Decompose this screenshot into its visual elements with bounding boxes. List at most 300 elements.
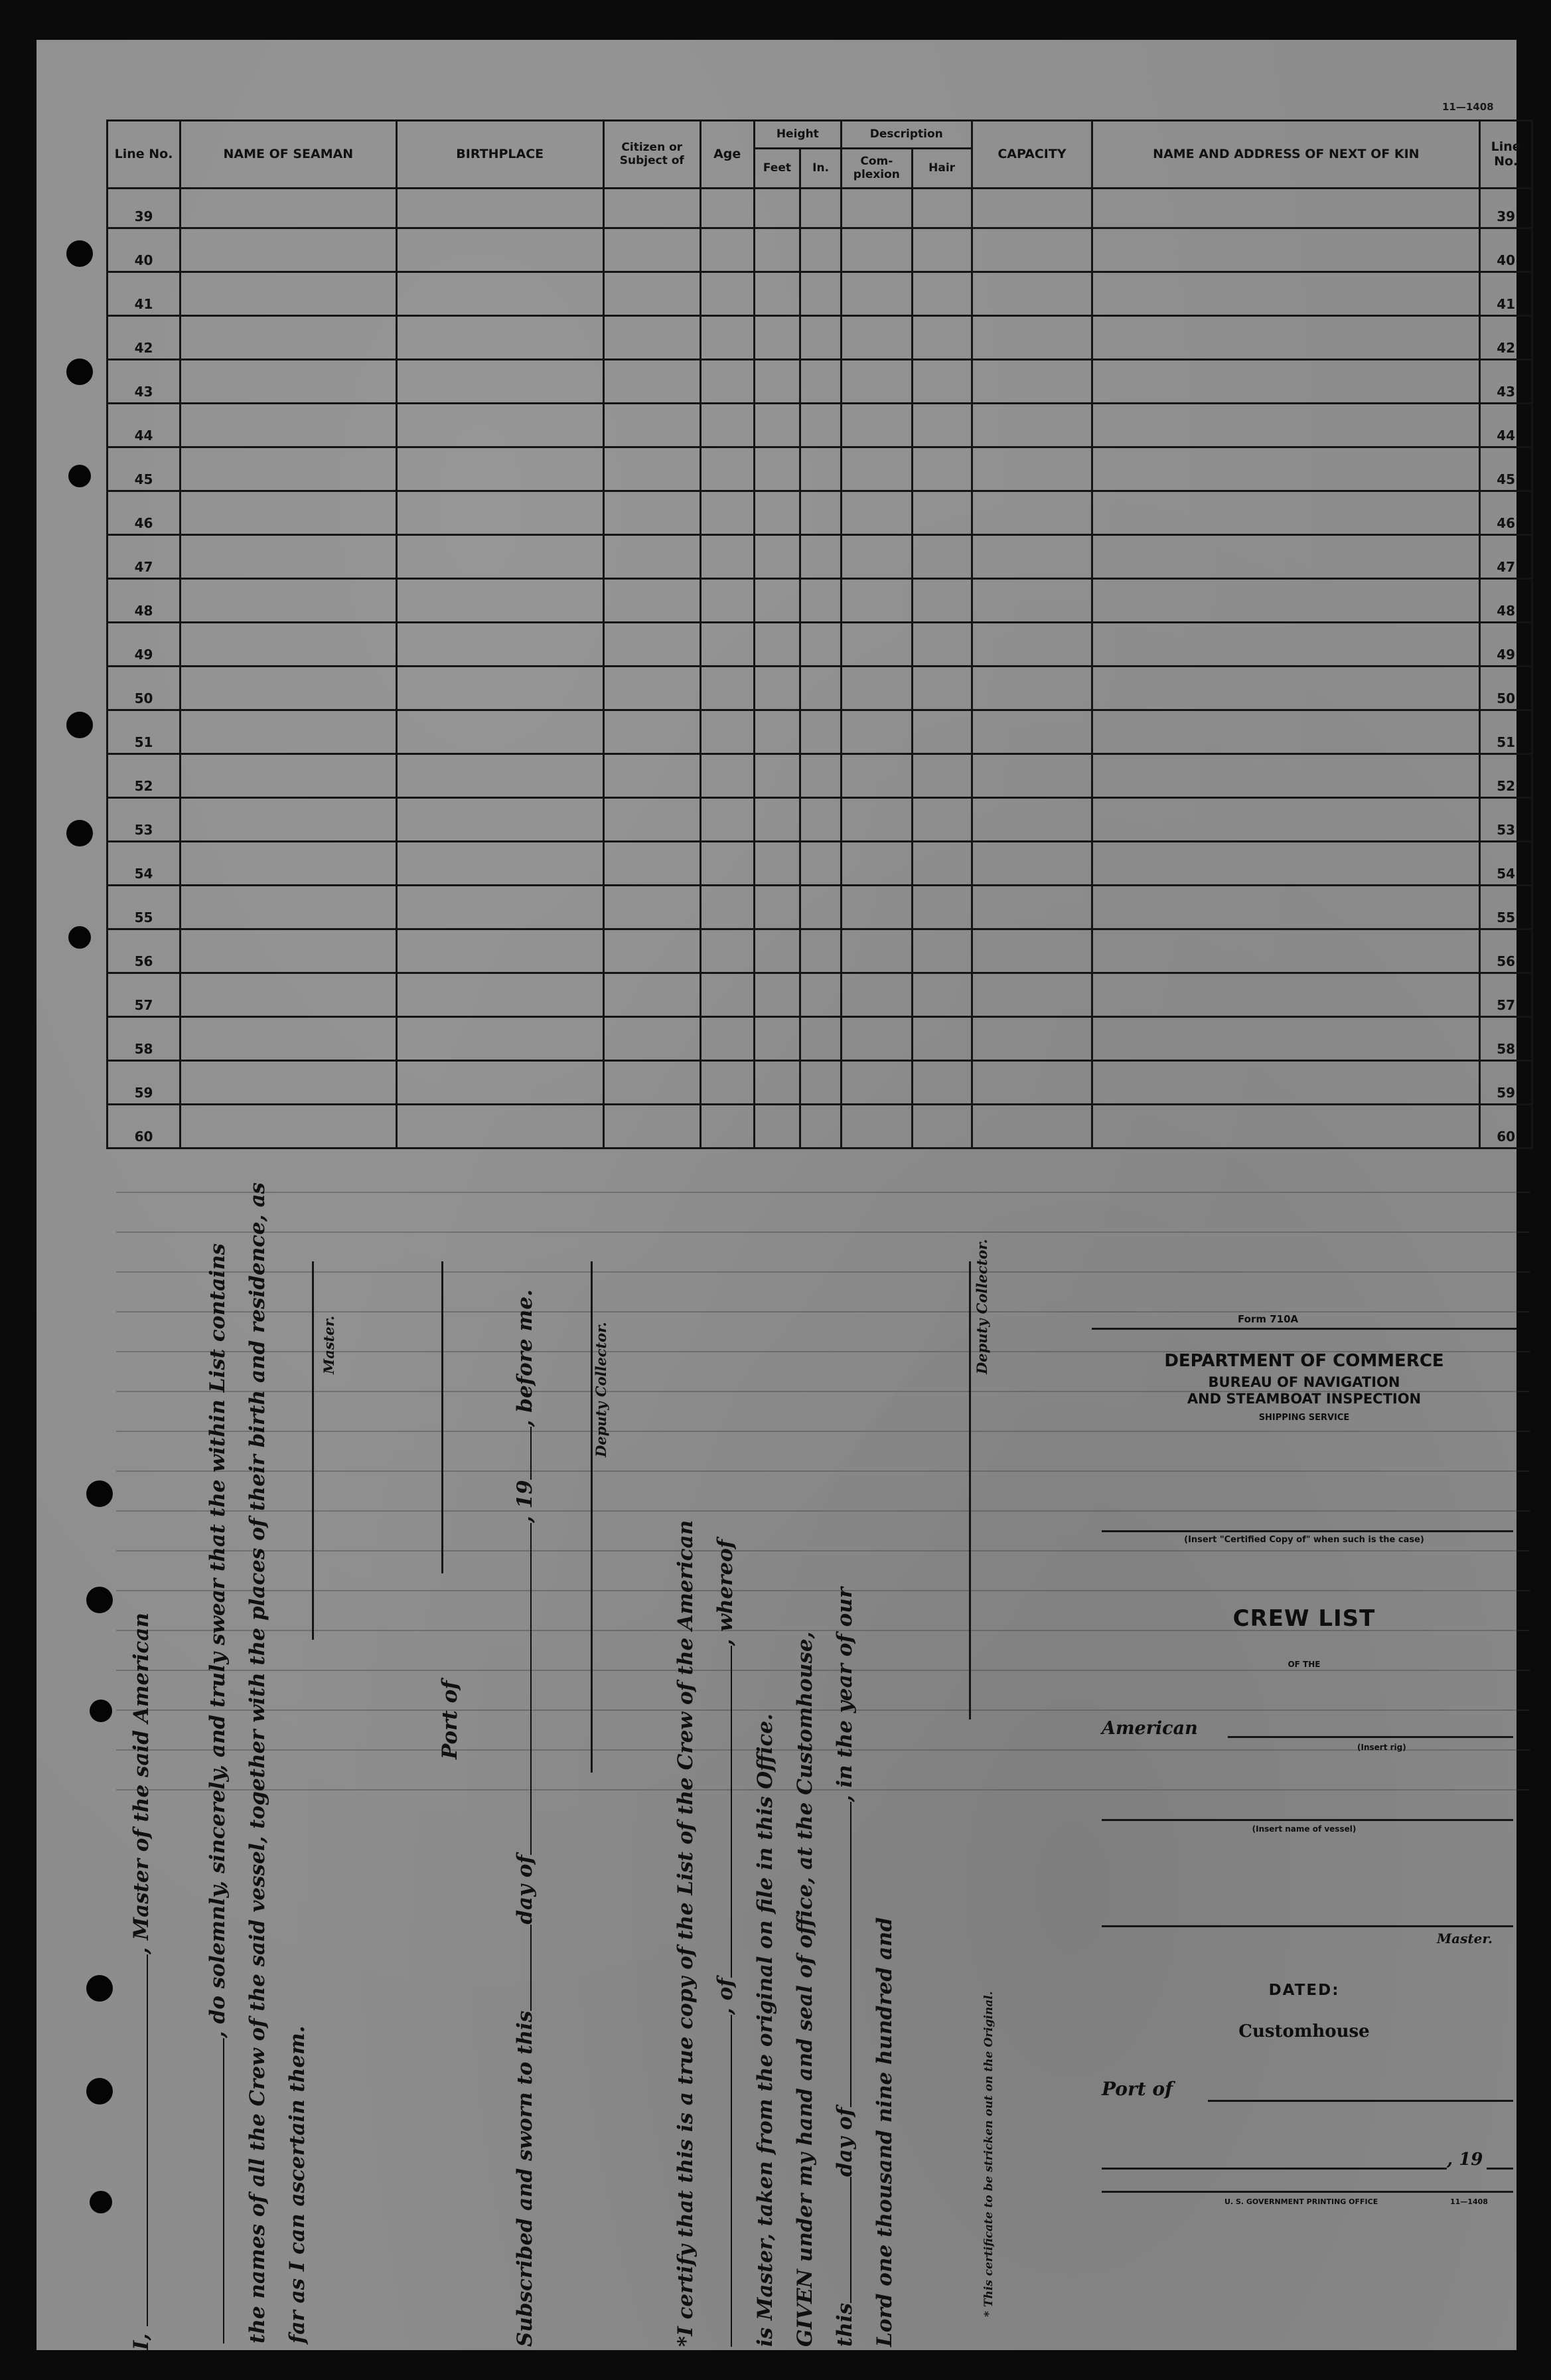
citizen-cell xyxy=(603,491,700,535)
complexion-cell xyxy=(842,973,913,1017)
feet-cell xyxy=(754,1105,800,1149)
line-number: 58 xyxy=(108,1017,181,1061)
hair-cell xyxy=(912,710,972,754)
punch-hole xyxy=(66,712,93,738)
complexion-cell xyxy=(842,842,913,886)
next-of-kin-cell xyxy=(1092,316,1480,360)
cover-master-label: Master. xyxy=(1437,1931,1493,1946)
seaman-name-cell xyxy=(181,491,397,535)
capacity-cell xyxy=(972,447,1092,491)
next-of-kin-cell xyxy=(1092,842,1480,886)
birthplace-cell xyxy=(396,189,603,228)
crew-row xyxy=(108,623,1532,667)
complexion-cell xyxy=(842,360,913,404)
capacity-cell xyxy=(972,228,1092,272)
certificate-line-2: is Master, taken from the original on file in this Office. xyxy=(753,1713,777,2347)
cover-year-line xyxy=(1487,2168,1513,2170)
next-of-kin-cell xyxy=(1092,667,1480,710)
hair-cell xyxy=(912,316,972,360)
age-cell xyxy=(700,886,754,929)
feet-cell xyxy=(754,1017,800,1061)
seaman-name-cell xyxy=(181,710,397,754)
age-cell xyxy=(700,272,754,316)
crew-row xyxy=(108,667,1532,710)
next-of-kin-cell xyxy=(1092,491,1480,535)
hair-cell xyxy=(912,754,972,798)
affidavit-line-3: the names of all the Crew of the said vessel, together with the places of their birth and residence, as xyxy=(246,1182,269,2343)
complexion-cell xyxy=(842,1061,913,1105)
line-number-right: 54 xyxy=(1480,842,1532,886)
header-citizen-subject: Citizen or Subject of xyxy=(603,121,700,189)
line-number: 42 xyxy=(108,316,181,360)
header-line-no-right: Line No. xyxy=(1480,121,1532,189)
hair-cell xyxy=(912,404,972,447)
cover-insert-certified: (Insert "Certified Copy of" when such is the case) xyxy=(1184,1535,1424,1545)
age-cell xyxy=(700,929,754,973)
citizen-cell xyxy=(603,404,700,447)
citizen-cell xyxy=(603,623,700,667)
line-number-right: 44 xyxy=(1480,404,1532,447)
seaman-name-cell xyxy=(181,447,397,491)
cover-dated: DATED: xyxy=(1268,1982,1340,1999)
birthplace-cell xyxy=(396,929,603,973)
age-cell xyxy=(700,798,754,842)
cover-insert-vessel: (Insert name of vessel) xyxy=(1252,1824,1357,1834)
line-number: 55 xyxy=(108,886,181,929)
certificate-lord-line: Lord one thousand nine hundred and xyxy=(873,1917,897,2347)
line-number: 41 xyxy=(108,272,181,316)
port-of-blank-line xyxy=(441,1261,443,1573)
complexion-cell xyxy=(842,710,913,754)
next-of-kin-cell xyxy=(1092,798,1480,842)
age-cell xyxy=(700,667,754,710)
hair-cell xyxy=(912,667,972,710)
next-of-kin-cell xyxy=(1092,623,1480,667)
birthplace-cell xyxy=(396,886,603,929)
punch-hole xyxy=(86,1587,113,1613)
crew-row xyxy=(108,1017,1532,1061)
feet-cell xyxy=(754,667,800,710)
complexion-cell xyxy=(842,404,913,447)
birthplace-cell xyxy=(396,1061,603,1105)
crew-row xyxy=(108,798,1532,842)
feet-cell xyxy=(754,623,800,667)
complexion-cell xyxy=(842,667,913,710)
age-cell xyxy=(700,623,754,667)
hair-cell xyxy=(912,842,972,886)
feet-cell xyxy=(754,228,800,272)
age-cell xyxy=(700,1017,754,1061)
cover-insert-rig: (Insert rig) xyxy=(1357,1743,1406,1752)
capacity-cell xyxy=(972,929,1092,973)
line-number-right: 46 xyxy=(1480,491,1532,535)
capacity-cell xyxy=(972,1105,1092,1149)
feet-cell xyxy=(754,535,800,579)
complexion-cell xyxy=(842,1017,913,1061)
next-of-kin-cell xyxy=(1092,360,1480,404)
complexion-cell xyxy=(842,754,913,798)
seaman-name-cell xyxy=(181,623,397,667)
hair-cell xyxy=(912,1017,972,1061)
next-of-kin-cell xyxy=(1092,189,1480,228)
next-of-kin-cell xyxy=(1092,973,1480,1017)
feet-cell xyxy=(754,360,800,404)
line-number-right: 45 xyxy=(1480,447,1532,491)
affidavit-line-4: far as I can ascertain them. xyxy=(285,2025,309,2343)
cover-bureau-line-2: AND STEAMBOAT INSPECTION xyxy=(1187,1391,1422,1407)
inches-cell xyxy=(800,842,842,886)
age-cell xyxy=(700,1105,754,1149)
citizen-cell xyxy=(603,842,700,886)
hair-cell xyxy=(912,886,972,929)
seaman-name-cell xyxy=(181,973,397,1017)
capacity-cell xyxy=(972,1061,1092,1105)
age-cell xyxy=(700,710,754,754)
hair-cell xyxy=(912,535,972,579)
hair-cell xyxy=(912,623,972,667)
line-number: 46 xyxy=(108,491,181,535)
citizen-cell xyxy=(603,579,700,623)
feet-cell xyxy=(754,189,800,228)
line-number-right: 56 xyxy=(1480,929,1532,973)
inches-cell xyxy=(800,886,842,929)
line-number-right: 39 xyxy=(1480,189,1532,228)
complexion-cell xyxy=(842,535,913,579)
crew-row xyxy=(108,447,1532,491)
feet-cell xyxy=(754,929,800,973)
certificate-deputy-collector-label: Deputy Collector. xyxy=(974,1239,990,1374)
line-number-right: 42 xyxy=(1480,316,1532,360)
next-of-kin-cell xyxy=(1092,272,1480,316)
line-number-right: 53 xyxy=(1480,798,1532,842)
cover-american: American xyxy=(1102,1718,1198,1739)
capacity-cell xyxy=(972,623,1092,667)
inches-cell xyxy=(800,228,842,272)
crew-row xyxy=(108,316,1532,360)
cover-vessel-line xyxy=(1102,1819,1513,1821)
affidavit-line-2: , do solemnly, sincerely, and truly swear that the within List contains xyxy=(206,1243,230,2343)
age-cell xyxy=(700,316,754,360)
line-number-right: 50 xyxy=(1480,667,1532,710)
birthplace-cell xyxy=(396,579,603,623)
birthplace-cell xyxy=(396,798,603,842)
feet-cell xyxy=(754,798,800,842)
capacity-cell xyxy=(972,1017,1092,1061)
next-of-kin-cell xyxy=(1092,579,1480,623)
crew-row xyxy=(108,360,1532,404)
feet-cell xyxy=(754,447,800,491)
citizen-cell xyxy=(603,754,700,798)
header-height: Height xyxy=(754,121,841,149)
cover-nineteen: , 19 xyxy=(1447,2150,1483,2170)
inches-cell xyxy=(800,491,842,535)
cover-date-line xyxy=(1102,2168,1447,2170)
line-number: 59 xyxy=(108,1061,181,1105)
citizen-cell xyxy=(603,798,700,842)
form-number-top: 11—1408 xyxy=(1442,101,1494,113)
line-number-right: 43 xyxy=(1480,360,1532,404)
feet-cell xyxy=(754,579,800,623)
header-description: Description xyxy=(842,121,972,149)
seaman-name-cell xyxy=(181,535,397,579)
line-number: 57 xyxy=(108,973,181,1017)
age-cell xyxy=(700,1061,754,1105)
cover-bureau-line-1: BUREAU OF NAVIGATION xyxy=(1208,1374,1400,1390)
header-name-of-seaman: NAME OF SEAMAN xyxy=(181,121,397,189)
inches-cell xyxy=(800,798,842,842)
next-of-kin-cell xyxy=(1092,535,1480,579)
crew-row xyxy=(108,1105,1532,1149)
punch-hole xyxy=(90,1700,112,1722)
inches-cell xyxy=(800,579,842,623)
age-cell xyxy=(700,535,754,579)
citizen-cell xyxy=(603,228,700,272)
birthplace-cell xyxy=(396,404,603,447)
certificate-deputy-signature-line xyxy=(969,1261,971,1719)
citizen-cell xyxy=(603,447,700,491)
seaman-name-cell xyxy=(181,1017,397,1061)
citizen-cell xyxy=(603,929,700,973)
birthplace-cell xyxy=(396,1105,603,1149)
next-of-kin-cell xyxy=(1092,1061,1480,1105)
punch-hole xyxy=(66,358,93,385)
feet-cell xyxy=(754,1061,800,1105)
header-feet: Feet xyxy=(754,149,800,189)
header-next-of-kin: NAME AND ADDRESS OF NEXT OF KIN xyxy=(1092,121,1480,189)
crew-row xyxy=(108,272,1532,316)
hair-cell xyxy=(912,1061,972,1105)
citizen-cell xyxy=(603,1105,700,1149)
inches-cell xyxy=(800,1017,842,1061)
punch-hole xyxy=(68,465,91,487)
age-cell xyxy=(700,579,754,623)
inches-cell xyxy=(800,535,842,579)
header-hair: Hair xyxy=(912,149,972,189)
capacity-cell xyxy=(972,710,1092,754)
document-sheet xyxy=(37,40,1521,2350)
crew-row xyxy=(108,189,1532,228)
inches-cell xyxy=(800,447,842,491)
header-complexion: Com-plexion xyxy=(842,149,913,189)
age-cell xyxy=(700,228,754,272)
line-number-right: 41 xyxy=(1480,272,1532,316)
seaman-name-cell xyxy=(181,842,397,886)
citizen-cell xyxy=(603,1061,700,1105)
citizen-cell xyxy=(603,973,700,1017)
crew-row xyxy=(108,710,1532,754)
affidavit-port-of: Port of xyxy=(438,1680,462,1759)
affidavit-line-1: I, , Master of the said American xyxy=(129,1613,153,2350)
seaman-name-cell xyxy=(181,228,397,272)
crew-row xyxy=(108,228,1532,272)
affidavit-deputy-collector-label: Deputy Collector. xyxy=(593,1322,609,1457)
line-number-right: 58 xyxy=(1480,1017,1532,1061)
cover-rig-line xyxy=(1228,1736,1513,1738)
line-number: 60 xyxy=(108,1105,181,1149)
birthplace-cell xyxy=(396,973,603,1017)
capacity-cell xyxy=(972,272,1092,316)
line-number: 53 xyxy=(108,798,181,842)
line-number-right: 60 xyxy=(1480,1105,1532,1149)
line-number-right: 51 xyxy=(1480,710,1532,754)
hair-cell xyxy=(912,447,972,491)
cover-port-line xyxy=(1208,2100,1513,2102)
feet-cell xyxy=(754,710,800,754)
birthplace-cell xyxy=(396,754,603,798)
feet-cell xyxy=(754,491,800,535)
crew-list-table xyxy=(106,119,1533,1149)
header-birthplace: BIRTHPLACE xyxy=(396,121,603,189)
next-of-kin-cell xyxy=(1092,710,1480,754)
punch-hole xyxy=(86,1480,113,1507)
cover-bottom-rule xyxy=(1102,2191,1513,2193)
age-cell xyxy=(700,842,754,886)
crew-row xyxy=(108,754,1532,798)
hair-cell xyxy=(912,491,972,535)
capacity-cell xyxy=(972,535,1092,579)
line-number: 47 xyxy=(108,535,181,579)
hair-cell xyxy=(912,1105,972,1149)
punch-hole xyxy=(66,820,93,846)
birthplace-cell xyxy=(396,360,603,404)
capacity-cell xyxy=(972,404,1092,447)
capacity-cell xyxy=(972,886,1092,929)
capacity-cell xyxy=(972,842,1092,886)
line-number-right: 55 xyxy=(1480,886,1532,929)
complexion-cell xyxy=(842,623,913,667)
capacity-cell xyxy=(972,360,1092,404)
seaman-name-cell xyxy=(181,1061,397,1105)
cover-crew-list-title: CREW LIST xyxy=(1232,1605,1376,1632)
inches-cell xyxy=(800,754,842,798)
header-line-no: Line No. xyxy=(108,121,181,189)
inches-cell xyxy=(800,710,842,754)
affidavit-subscribed-line: Subscribed and sworn to thisday of, 19, before me. xyxy=(513,1289,537,2347)
crew-row xyxy=(108,886,1532,929)
complexion-cell xyxy=(842,447,913,491)
line-number: 40 xyxy=(108,228,181,272)
hair-cell xyxy=(912,929,972,973)
complexion-cell xyxy=(842,798,913,842)
header-inches: In. xyxy=(800,149,842,189)
age-cell xyxy=(700,404,754,447)
next-of-kin-cell xyxy=(1092,404,1480,447)
next-of-kin-cell xyxy=(1092,447,1480,491)
next-of-kin-cell xyxy=(1092,886,1480,929)
age-cell xyxy=(700,360,754,404)
birthplace-cell xyxy=(396,272,603,316)
certificate-this-line: thisday of, in the year of our xyxy=(833,1587,857,2347)
inches-cell xyxy=(800,929,842,973)
capacity-cell xyxy=(972,316,1092,360)
citizen-cell xyxy=(603,272,700,316)
age-cell xyxy=(700,491,754,535)
line-number-right: 47 xyxy=(1480,535,1532,579)
line-number-right: 52 xyxy=(1480,754,1532,798)
capacity-cell xyxy=(972,754,1092,798)
certificate-line-of: , of, whereof xyxy=(713,1540,737,2347)
capacity-cell xyxy=(972,973,1092,1017)
birthplace-cell xyxy=(396,228,603,272)
inches-cell xyxy=(800,1105,842,1149)
seaman-name-cell xyxy=(181,754,397,798)
seaman-name-cell xyxy=(181,272,397,316)
cover-printing-office: U. S. GOVERNMENT PRINTING OFFICE xyxy=(1224,2197,1378,2206)
line-number: 45 xyxy=(108,447,181,491)
birthplace-cell xyxy=(396,535,603,579)
inches-cell xyxy=(800,360,842,404)
crew-row xyxy=(108,491,1532,535)
inches-cell xyxy=(800,404,842,447)
seaman-name-cell xyxy=(181,929,397,973)
seaman-name-cell xyxy=(181,667,397,710)
age-cell xyxy=(700,189,754,228)
seaman-name-cell xyxy=(181,316,397,360)
age-cell xyxy=(700,754,754,798)
age-cell xyxy=(700,973,754,1017)
crew-row xyxy=(108,1061,1532,1105)
cover-master-line xyxy=(1102,1925,1513,1927)
complexion-cell xyxy=(842,316,913,360)
line-number: 43 xyxy=(108,360,181,404)
punch-hole xyxy=(68,926,91,949)
punch-hole xyxy=(86,1975,113,2002)
birthplace-cell xyxy=(396,447,603,491)
seaman-name-cell xyxy=(181,1105,397,1149)
feet-cell xyxy=(754,404,800,447)
next-of-kin-cell xyxy=(1092,754,1480,798)
capacity-cell xyxy=(972,667,1092,710)
line-number-right: 49 xyxy=(1480,623,1532,667)
line-number: 54 xyxy=(108,842,181,886)
crew-row xyxy=(108,404,1532,447)
line-number: 44 xyxy=(108,404,181,447)
citizen-cell xyxy=(603,360,700,404)
line-number: 50 xyxy=(108,667,181,710)
feet-cell xyxy=(754,973,800,1017)
birthplace-cell xyxy=(396,842,603,886)
complexion-cell xyxy=(842,579,913,623)
cover-form-number-bottom: 11—1408 xyxy=(1450,2197,1488,2206)
master-signature-line xyxy=(312,1261,314,1640)
crew-row xyxy=(108,929,1532,973)
feet-cell xyxy=(754,754,800,798)
next-of-kin-cell xyxy=(1092,929,1480,973)
cover-customhouse: Customhouse xyxy=(1238,2022,1370,2041)
inches-cell xyxy=(800,623,842,667)
feet-cell xyxy=(754,272,800,316)
citizen-cell xyxy=(603,316,700,360)
capacity-cell xyxy=(972,798,1092,842)
crew-row xyxy=(108,842,1532,886)
age-cell xyxy=(700,447,754,491)
affidavit-master-label: Master. xyxy=(321,1315,337,1374)
hair-cell xyxy=(912,579,972,623)
line-number: 56 xyxy=(108,929,181,973)
feet-cell xyxy=(754,316,800,360)
line-number-right: 59 xyxy=(1480,1061,1532,1105)
birthplace-cell xyxy=(396,667,603,710)
hair-cell xyxy=(912,973,972,1017)
citizen-cell xyxy=(603,1017,700,1061)
cover-shipping-service: SHIPPING SERVICE xyxy=(1258,1413,1350,1423)
certificate-line-3: GIVEN under my hand and seal of office, at the Customhouse, xyxy=(793,1631,817,2347)
next-of-kin-cell xyxy=(1092,1017,1480,1061)
line-number-right: 48 xyxy=(1480,579,1532,623)
inches-cell xyxy=(800,667,842,710)
feet-cell xyxy=(754,842,800,886)
punch-hole xyxy=(86,2078,113,2104)
